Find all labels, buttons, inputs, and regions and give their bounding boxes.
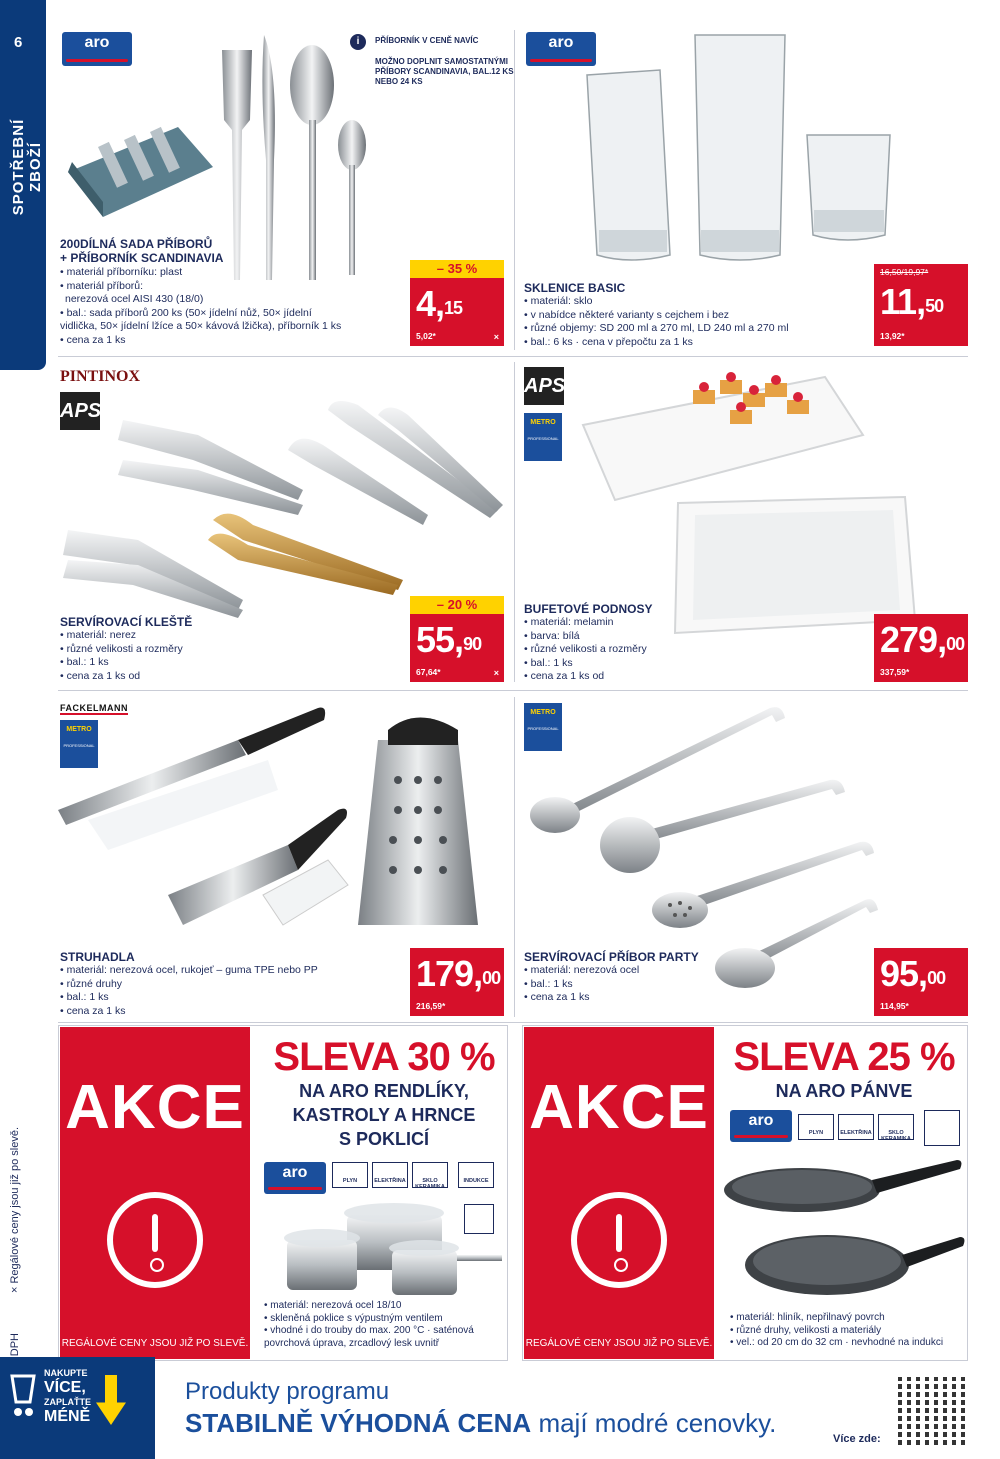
product-title: SERVÍROVACÍ KLEŠTĚ: [60, 615, 193, 629]
pans-image: [722, 1155, 967, 1310]
more-label: Více zde:: [833, 1433, 881, 1445]
product-specs: • materiál: sklo • v nabídce některé varianty s cejchem i bez • různé objemy: SD 200 ml a 270 ml, LD 240 ml a 270 ml • bal.: 6 ks · cena v přepočtu za 1 ks: [524, 295, 864, 349]
divider: [58, 356, 968, 357]
aro-logo: aro: [62, 32, 132, 66]
qr-code[interactable]: [898, 1377, 966, 1445]
section-title: SPOTŘEBNÍ ZBOŽÍ: [10, 118, 44, 216]
cart-icon: [8, 1372, 38, 1422]
metro-professional-logo: METRO PROFESSIONAL: [524, 413, 562, 461]
aro-logo: aro: [526, 32, 596, 66]
price-value: 11,50: [880, 281, 944, 322]
product-specs: • materiál: nerezová ocel • bal.: 1 ks • cena za 1 ks: [524, 964, 824, 1005]
akce-banner: [60, 1027, 250, 1359]
price-value: 95,00: [880, 953, 946, 994]
akce-footer: REGÁLOVÉ CENY JSOU JIŽ PO SLEVĚ.: [525, 1338, 713, 1349]
divider: [58, 690, 968, 691]
price-value: 179,00: [416, 953, 501, 994]
sleva-percent: SLEVA 25 %: [733, 1035, 955, 1079]
page-number: 6: [14, 34, 23, 51]
discount-badge: – 20 %: [410, 596, 504, 614]
induction-icon: INDUKCE: [458, 1162, 494, 1188]
footnotes: [9, 1066, 21, 1396]
price-value: 4,15: [416, 283, 463, 324]
badge-text: NAKUPTE VÍCE, ZAPLAŤTE MÉNĚ: [44, 1368, 91, 1425]
cutlery-tray-image: [58, 112, 218, 222]
fackelmann-logo: FACKELMANN: [60, 703, 128, 713]
info-text: MOŽNO DOPLNIT SAMOSTATNÝMI PŘÍBORY SCANDINAVIA, BAL.12 KS NEBO 24 KS: [375, 57, 514, 86]
price-tag: [874, 614, 968, 682]
ceramic-icon: SKLO KERAMIKA: [412, 1162, 448, 1188]
aro-logo: aro: [730, 1110, 792, 1142]
aps-logo: APS: [60, 392, 100, 430]
divider: [58, 1022, 968, 1023]
ceramic-icon: SKLO KERAMIKA: [878, 1114, 914, 1140]
price-vat: 114,95*: [880, 1001, 909, 1011]
discount-badge: – 35 %: [410, 260, 504, 278]
trays-image: [575, 365, 975, 640]
gas-icon: PLYN: [798, 1114, 834, 1140]
akce-label: AKCE: [529, 1073, 709, 1142]
sleva-headline: [724, 1035, 964, 1103]
exclamation-icon: [107, 1192, 203, 1288]
shelf-mark: ×: [493, 668, 499, 678]
metro-professional-logo: METRO PROFESSIONAL: [60, 720, 98, 768]
sleva-sub: S POKLICÍ: [338, 1129, 429, 1149]
old-price: 16,50/19,97*: [880, 267, 929, 277]
akce-banner: [524, 1027, 714, 1359]
divider: [514, 697, 515, 1017]
product-specs: • materiál příborníku: plast • materiál příborů: nerezová ocel AISI 430 (18/0) • bal.: sada příborů 200 ks (50× jídelní nůž, 50× jídelní vidlička, 50× jídelní lžíce a 50× kávová lžička), příborník 1 ks • cena za 1 ks: [60, 266, 400, 347]
product-title: 200DÍLNÁ SADA PŘÍBORŮ + PŘÍBORNÍK SCANDINAVIA: [60, 237, 224, 265]
footer-line2: STABILNĚ VÝHODNÁ CENA mají modré cenovky.: [185, 1408, 777, 1438]
no-dishwasher-icon: [924, 1110, 960, 1146]
price-value: 279,00: [880, 619, 965, 660]
footer-line1: Produkty programu: [185, 1378, 390, 1405]
price-tag: [874, 948, 968, 1016]
promo-specs: • materiál: nerezová ocel 18/10 • skleněná poklice s výpustným ventilem • vhodné i do trouby do max. 200 °C · saténová povrchová úprava, zrcadlový lesk uvnitř: [264, 1300, 504, 1350]
pintinox-logo: PINTINOX: [60, 368, 141, 385]
product-title: STRUHADLA: [60, 950, 135, 964]
aps-logo: APS: [524, 367, 564, 405]
footnote-shelf: × Regálové ceny jsou již po slevě.: [9, 1127, 21, 1294]
akce-footer: REGÁLOVÉ CENY JSOU JIŽ PO SLEVĚ.: [61, 1338, 249, 1349]
electric-icon: ELEKTŘINA: [838, 1114, 874, 1140]
product-title: BUFETOVÉ PODNOSY: [524, 602, 653, 616]
sleva-headline: [262, 1035, 506, 1151]
product-specs: • materiál: nerezová ocel, rukojeť – guma TPE nebo PP • různé druhy • bal.: 1 ks • cena za 1 ks: [60, 964, 400, 1018]
akce-label: AKCE: [65, 1073, 245, 1142]
divider: [514, 362, 515, 682]
info-icon: i: [350, 34, 366, 50]
price-tag: [410, 948, 504, 1016]
price-value: 55,90: [416, 619, 482, 660]
product-title: SERVÍROVACÍ PŘÍBOR PARTY: [524, 950, 699, 964]
product-title: SKLENICE BASIC: [524, 281, 626, 295]
product-specs: • materiál: nerez • různé velikosti a rozměry • bal.: 1 ks • cena za 1 ks od: [60, 629, 360, 683]
tongs-image: [58, 390, 508, 620]
price-tag: [410, 597, 504, 682]
price-vat: 5,02*: [416, 331, 436, 341]
pots-image: [262, 1195, 502, 1300]
info-title: PŘÍBORNÍK V CENĚ NAVÍC: [375, 36, 479, 45]
promo-specs: • materiál: hliník, nepřilnavý povrch • různé druhy, velikosti a materiály • vel.: od 20 cm do 32 cm · nevhodné na indukci: [730, 1312, 966, 1350]
price-tag: [410, 261, 504, 346]
sleva-percent: SLEVA 30 %: [273, 1035, 495, 1079]
glasses-image: [585, 30, 905, 265]
exclamation-icon: [571, 1192, 667, 1288]
product-specs: • materiál: melamin • barva: bílá • různé velikosti a rozměry • bal.: 1 ks • cena za 1 ks od: [524, 616, 824, 684]
sleva-sub: NA ARO RENDLÍKY,: [299, 1081, 469, 1101]
gas-icon: PLYN: [332, 1162, 368, 1188]
price-vat: 67,64*: [416, 667, 441, 677]
sleva-sub: NA ARO PÁNVE: [775, 1081, 913, 1101]
cutlery-image: [212, 30, 372, 290]
price-vat: 13,92*: [880, 331, 905, 341]
section-sidebar: [0, 0, 46, 370]
electric-icon: ELEKTŘINA: [372, 1162, 408, 1188]
price-vat: 216,59*: [416, 1001, 446, 1011]
graters-image: [58, 700, 508, 940]
shelf-mark: ×: [493, 332, 499, 342]
aro-logo: aro: [264, 1162, 326, 1194]
price-tag: [874, 264, 968, 346]
price-vat: 337,59*: [880, 667, 910, 677]
sleva-sub: KASTROLY A HRNCE: [292, 1105, 476, 1125]
metro-professional-logo: METRO PROFESSIONAL: [524, 703, 562, 751]
